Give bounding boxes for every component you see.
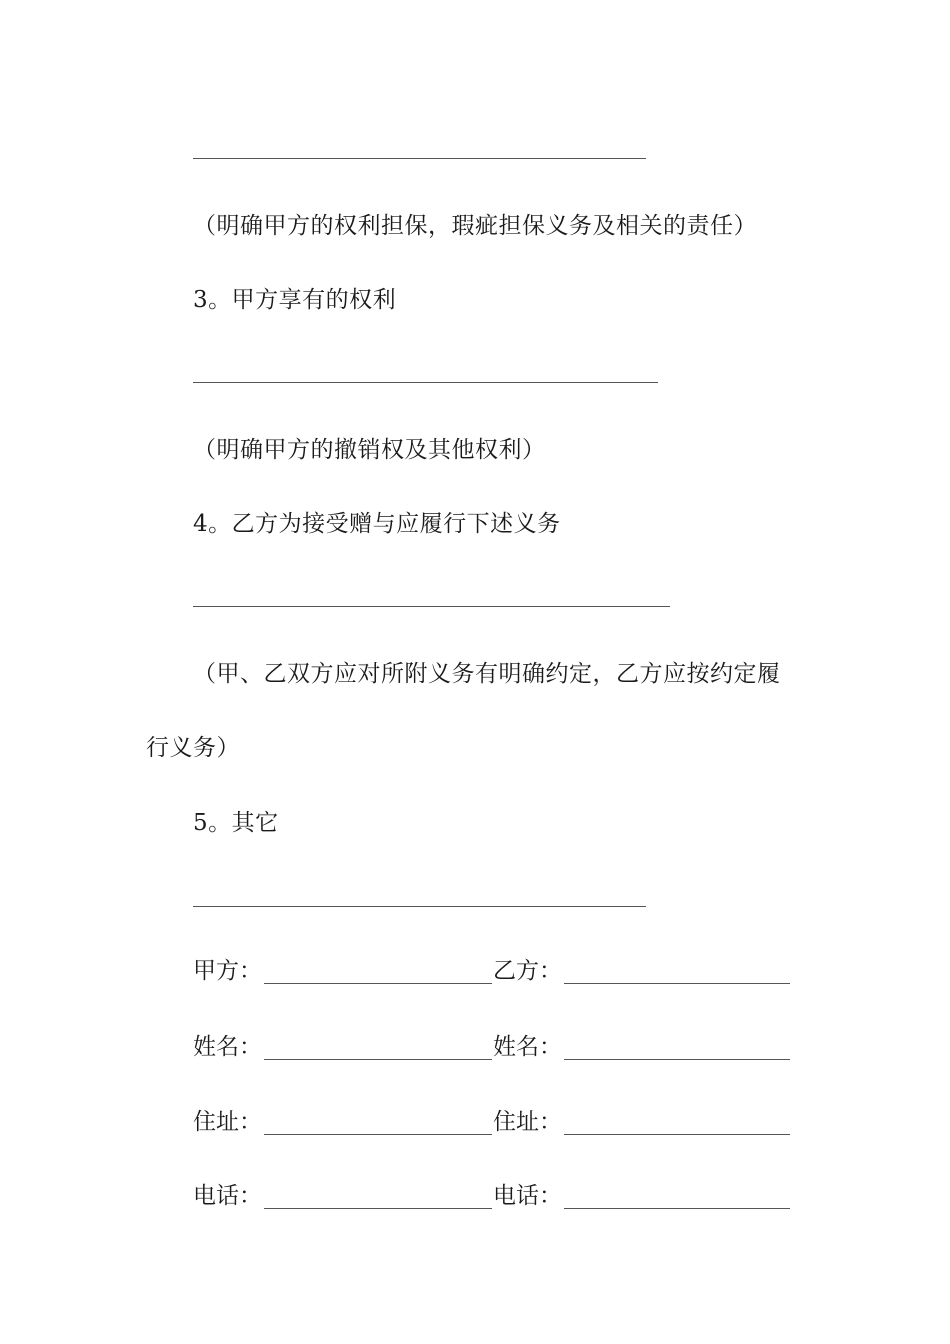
name-a-blank [264, 1059, 492, 1060]
item-4-heading: 4。乙方为接受赠与应履行下述义务 [193, 511, 561, 537]
signature-row-name [193, 1032, 793, 1064]
blank-line-item-3 [193, 382, 658, 383]
blank-line-item-4 [193, 606, 670, 607]
phone-b-blank [564, 1208, 790, 1209]
item-2-note: （明确甲方的权利担保，瑕疵担保义务及相关的责任） [193, 213, 757, 239]
address-b-label: 住址： [493, 1109, 562, 1135]
address-a-blank [264, 1134, 492, 1135]
name-b-label: 姓名： [493, 1034, 562, 1060]
party-b-label: 乙方： [493, 958, 562, 984]
item-5-heading: 5。其它 [193, 810, 279, 836]
party-a-blank [264, 983, 492, 984]
blank-line-item-2 [193, 158, 646, 159]
signature-row-address [193, 1107, 793, 1139]
address-b-blank [564, 1134, 790, 1135]
item-3-heading: 3。甲方享有的权利 [193, 287, 397, 313]
address-a-label: 住址： [193, 1109, 262, 1135]
signature-row-phone [193, 1181, 793, 1213]
phone-b-label: 电话： [493, 1183, 562, 1209]
item-4-note-line1: （甲、乙双方应对所附义务有明确约定，乙方应按约定履 [193, 661, 781, 687]
item-4-note-line2: 行义务） [146, 735, 240, 761]
name-b-blank [564, 1059, 790, 1060]
phone-a-label: 电话： [193, 1183, 262, 1209]
name-a-label: 姓名： [193, 1034, 262, 1060]
party-b-blank [564, 983, 790, 984]
blank-line-item-5 [193, 906, 646, 907]
party-a-label: 甲方： [193, 958, 262, 984]
signature-row-party [193, 956, 793, 988]
phone-a-blank [264, 1208, 492, 1209]
item-3-note: （明确甲方的撤销权及其他权利） [193, 437, 546, 463]
